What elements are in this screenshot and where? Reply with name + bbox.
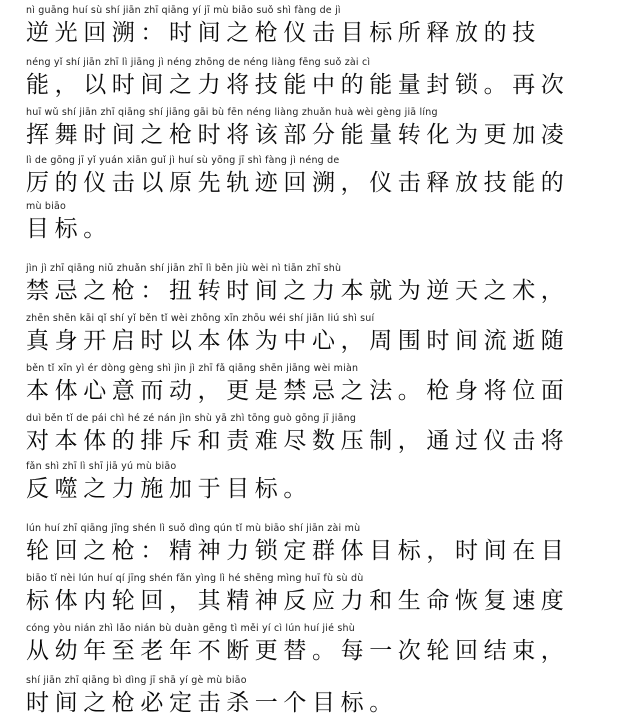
pinyin-line: duì běn tǐ de pái chì hé zé nán jìn shù yā zhì tōng guò gōng jī jiāng: [26, 413, 357, 424]
pinyin-line: shí jiān zhī qiāng bì dìng jī shā yí gè mù biāo: [26, 675, 247, 686]
text-line: [26, 412, 626, 456]
hanzi-line: 反噬之力施加于目标。: [26, 476, 312, 502]
pinyin-line: nì guāng huí sù shí jiān zhī qiāng yí jī mù biāo suǒ shì fàng de jì: [26, 5, 341, 16]
text-line: [26, 200, 626, 244]
text-line: [26, 56, 626, 100]
text-line: [26, 674, 626, 718]
hanzi-line: 逆光回溯：时间之枪仪击目标所释放的技: [26, 20, 541, 46]
hanzi-line: 时间之枪必定击杀一个目标。: [26, 690, 398, 716]
text-line: [26, 4, 626, 48]
pinyin-line: mù biāo: [26, 201, 66, 212]
pinyin-line: biāo tǐ nèi lún huí qí jīng shén fǎn yìng lì hé shēng mìng huī fù sù dù: [26, 573, 364, 584]
hanzi-line: 本体心意而动，更是禁忌之法。枪身将位面: [26, 378, 570, 404]
text-line: [26, 262, 626, 306]
text-line: [26, 460, 626, 504]
hanzi-line: 对本体的排斥和责难尽数压制，通过仪击将: [26, 428, 570, 454]
text-line: [26, 522, 626, 566]
pinyin-line: jìn jì zhī qiāng niǔ zhuǎn shí jiān zhī lì běn jiù wèi nì tiān zhī shù: [26, 263, 342, 274]
text-line: [26, 312, 626, 356]
hanzi-line: 标体内轮回，其精神反应力和生命恢复速度: [26, 588, 570, 614]
pinyin-line: huī wǔ shí jiān zhī qiāng shí jiāng gāi bù fēn néng liàng zhuǎn huà wèi gèng jiā líng: [26, 107, 438, 118]
text-line: [26, 154, 626, 198]
hanzi-line: 禁忌之枪：扭转时间之力本就为逆天之术，: [26, 278, 570, 304]
pinyin-line: zhēn shēn kāi qǐ shí yǐ běn tǐ wèi zhōng xīn zhōu wéi shí jiān liú shì suí: [26, 313, 375, 324]
text-line: [26, 106, 626, 150]
hanzi-line: 厉的仪击以原先轨迹回溯，仪击释放技能的: [26, 170, 570, 196]
pinyin-line: fǎn shì zhī lì shī jiā yú mù biāo: [26, 461, 177, 472]
hanzi-line: 挥舞时间之枪时将该部分能量转化为更加凌: [26, 122, 570, 148]
text-line: [26, 622, 626, 666]
hanzi-line: 从幼年至老年不断更替。每一次轮回结束，: [26, 638, 570, 664]
pinyin-line: lún huí zhī qiāng jīng shén lì suǒ dìng qún tǐ mù biāo shí jiān zài mù: [26, 523, 361, 534]
pinyin-line: lì de gōng jī yǐ yuán xiān guǐ jì huí sù yōng jī shì fàng jì néng de: [26, 155, 340, 166]
text-line: [26, 362, 626, 406]
pinyin-line: cóng yòu nián zhì lǎo nián bù duàn gēng tì měi yí cì lún huí jié shù: [26, 623, 355, 634]
pinyin-line: běn tǐ xīn yì ér dòng gèng shì jìn jì zhī fǎ qiāng shēn jiāng wèi miàn: [26, 363, 359, 374]
hanzi-line: 能，以时间之力将技能中的能量封锁。再次: [26, 72, 570, 98]
hanzi-line: 真身开启时以本体为中心，周围时间流逝随: [26, 328, 570, 354]
text-line: [26, 572, 626, 616]
pinyin-line: néng yǐ shí jiān zhī lì jiāng jì néng zhōng de néng liàng fēng suǒ zài cì: [26, 57, 371, 68]
hanzi-line: 轮回之枪：精神力锁定群体目标，时间在目: [26, 538, 570, 564]
hanzi-line: 目标。: [26, 216, 112, 242]
